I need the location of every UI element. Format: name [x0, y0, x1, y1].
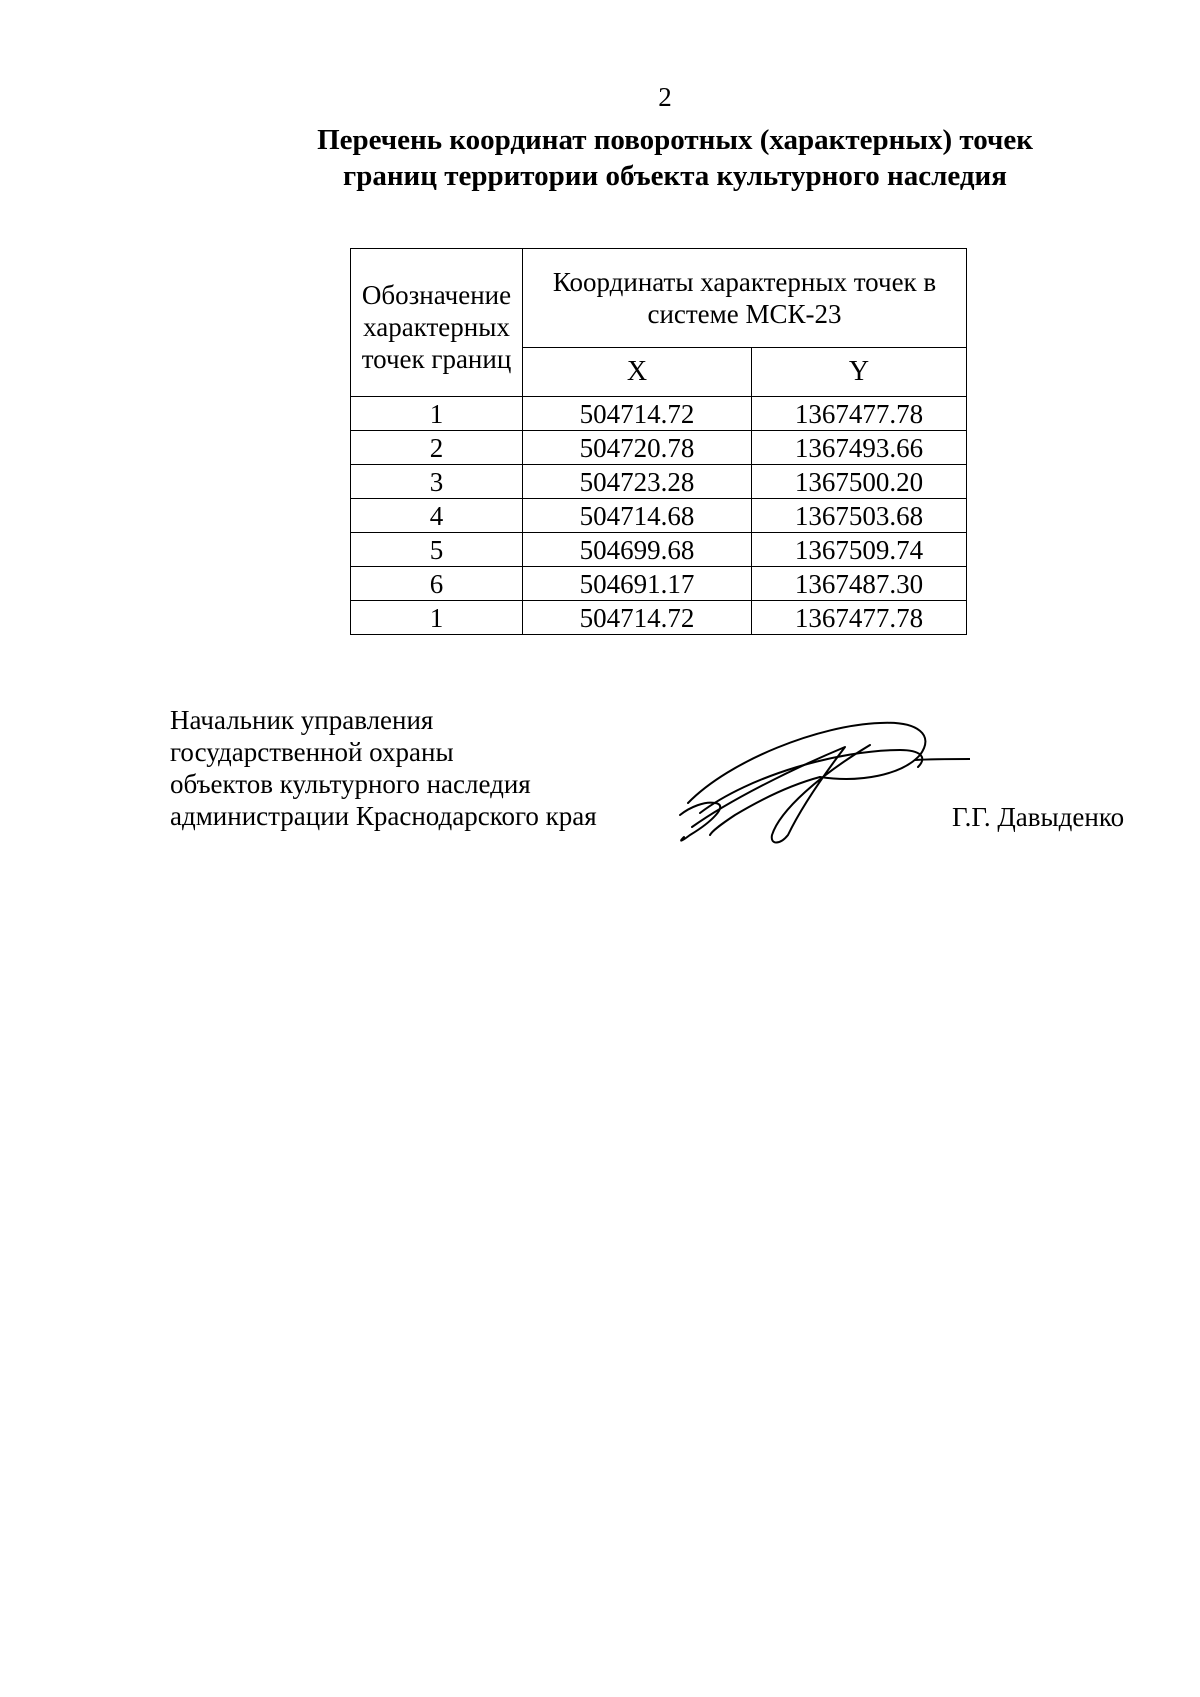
header-y: Y — [752, 348, 967, 397]
cell-y: 1367493.66 — [752, 431, 967, 465]
table-row — [351, 533, 967, 567]
table-row — [351, 397, 967, 431]
table-row — [351, 499, 967, 533]
cell-y: 1367477.78 — [752, 397, 967, 431]
document-title — [270, 122, 1080, 194]
cell-x: 504720.78 — [523, 431, 752, 465]
cell-point: 1 — [351, 601, 523, 635]
table-row — [351, 601, 967, 635]
cell-x: 504714.68 — [523, 499, 752, 533]
cell-x: 504714.72 — [523, 601, 752, 635]
signer-line-3: объектов культурного наследия — [170, 769, 531, 799]
cell-point: 3 — [351, 465, 523, 499]
cell-y: 1367500.20 — [752, 465, 967, 499]
header-point-line-1: Обозначение — [361, 280, 512, 310]
table-row — [351, 465, 967, 499]
cell-x: 504723.28 — [523, 465, 752, 499]
signer-position — [170, 704, 597, 832]
signer-line-1: Начальник управления — [170, 705, 434, 735]
cell-y: 1367509.74 — [752, 533, 967, 567]
table-header-row — [351, 249, 967, 348]
cell-y: 1367503.68 — [752, 499, 967, 533]
table-row — [351, 431, 967, 465]
cell-point: 2 — [351, 431, 523, 465]
cell-point: 4 — [351, 499, 523, 533]
table-row — [351, 567, 967, 601]
cell-y: 1367477.78 — [752, 601, 967, 635]
cell-x: 504699.68 — [523, 533, 752, 567]
header-point-line-3: точек границ — [361, 344, 512, 374]
header-coordinates — [523, 249, 967, 348]
document-title-line-1: Перечень координат поворотных (характерных) точек — [317, 124, 1033, 156]
cell-point: 5 — [351, 533, 523, 567]
coordinates-table — [350, 248, 967, 635]
cell-y: 1367487.30 — [752, 567, 967, 601]
signer-line-4: администрации Краснодарского края — [170, 801, 597, 831]
header-coordinates-line-1: Координаты характерных точек в — [552, 267, 937, 297]
cell-point: 1 — [351, 397, 523, 431]
header-x: X — [523, 348, 752, 397]
cell-x: 504714.72 — [523, 397, 752, 431]
header-coordinates-line-2: системе МСК-23 — [647, 299, 842, 329]
cell-x: 504691.17 — [523, 567, 752, 601]
document-title-line-2: границ территории объекта культурного наследия — [343, 160, 1007, 192]
signer-name: Г.Г. Давыденко — [952, 802, 1125, 832]
page-number: 2 — [658, 82, 672, 112]
header-point-line-2: характерных — [363, 312, 510, 342]
signer-line-2: государственной охраны — [170, 737, 454, 767]
handwritten-signature — [670, 715, 970, 850]
cell-point: 6 — [351, 567, 523, 601]
header-point-designation — [351, 249, 523, 397]
